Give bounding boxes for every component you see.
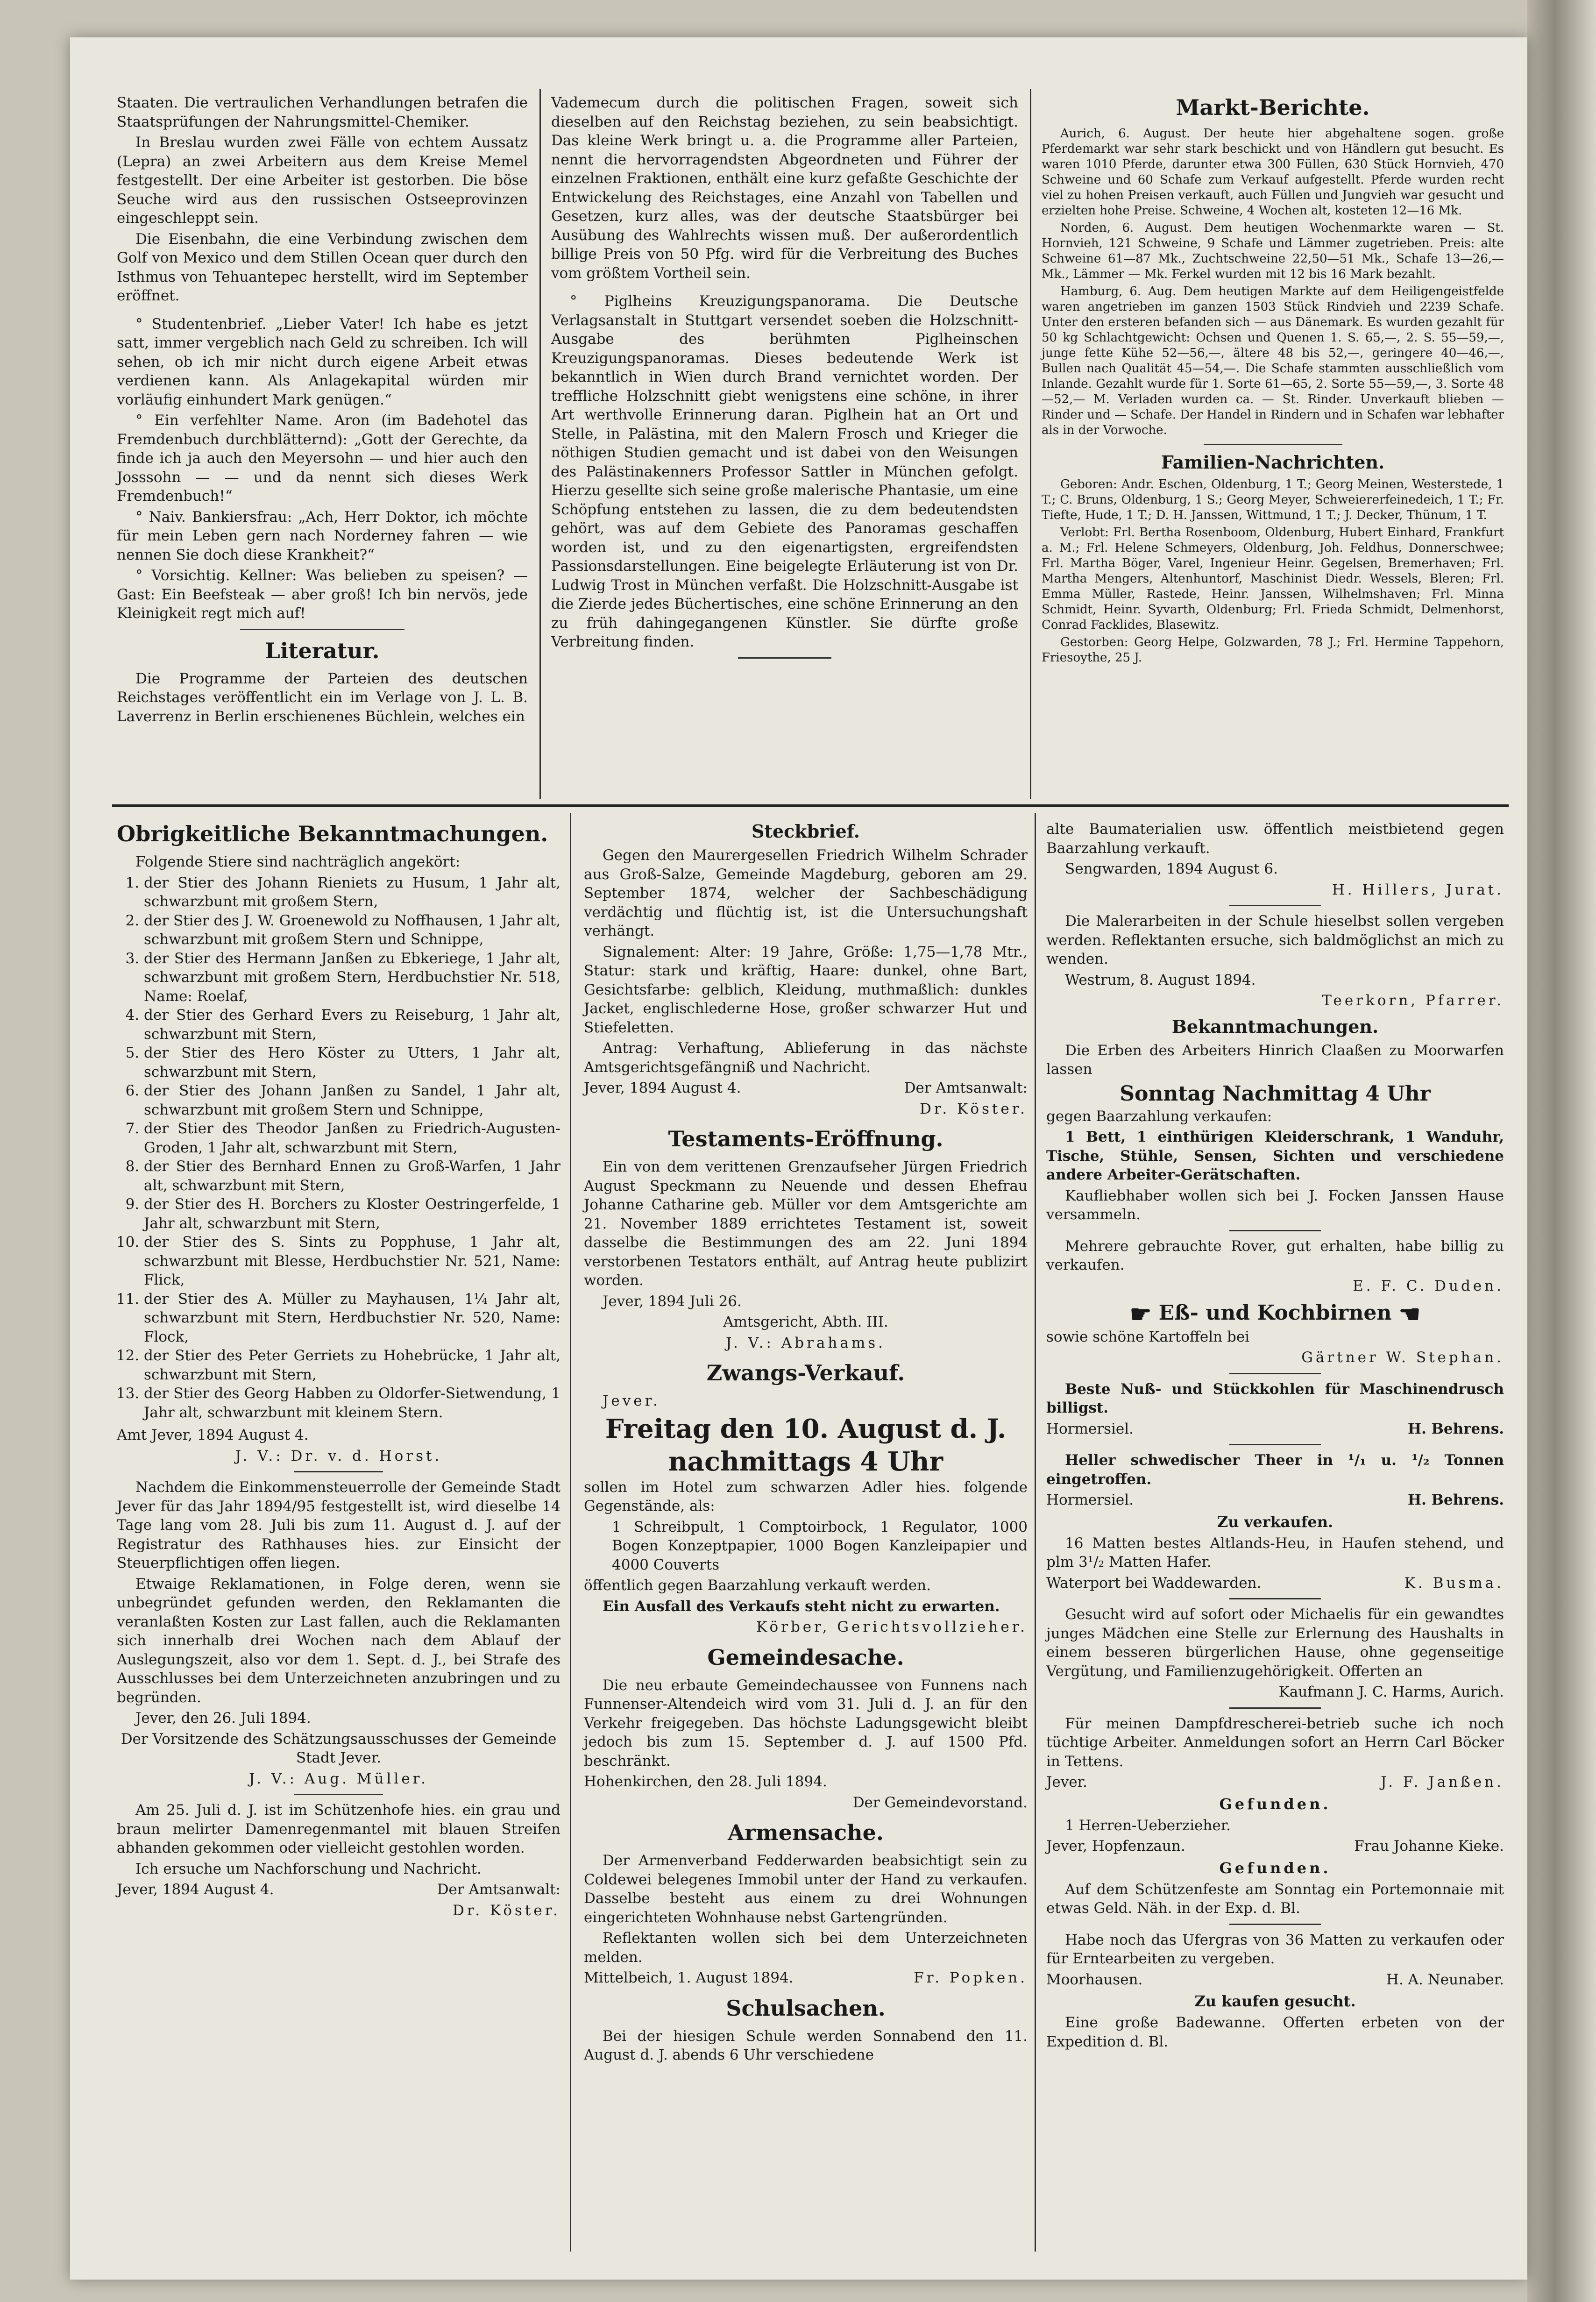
notice-text: Der Armenverband Fedderwarden beabsichtigt sein zu Coldewei belegenes Immobil unter der Hand zu verkaufen. Dasselbe besteht aus einem zu drei Wohnungen eingerichteten Wohnhause nebst Gartengründen.: [584, 1852, 1028, 1926]
place: Hormersiel.: [1046, 1420, 1134, 1437]
section-heading: Literatur.: [265, 638, 380, 663]
signature: J. F. Janßen.: [1381, 1774, 1504, 1790]
news-item: ° Naiv. Bankiersfrau: „Ach, Herr Doktor, ich möchte für mein Leben gern nach Norderney fahren — wie nennen Sie doch diese Krankheit?“: [117, 508, 528, 563]
notice-text: Die neu erbaute Gemeindechaussee von Funnens nach Funnenser-Altendeich wird vom 31. Juli d. J. an für den Verkehr freigegeben. Das höchste Ladungsgewicht bleibt jedoch bis zum 15. September d. J. auf 1500 Pfd. beschränkt.: [584, 1677, 1028, 1769]
section-heading: Gemeindesache.: [707, 1644, 904, 1670]
place: Waterport bei Waddewarden.: [1046, 1574, 1262, 1592]
news-item: ° Ein verfehlter Name. Aron (im Badehotel das Fremdenbuch durchblätternd): „Gott der Gerechte, da finde ich ja auch den Meyersohn — und hier auch den Josssohn — — und da nennt sich dieses Werk Fremdenbuch!“: [117, 412, 528, 504]
notice-text: Reflektanten wollen sich bei dem Unterzeichneten melden.: [584, 1930, 1028, 1966]
date-line: Hohenkirchen, den 28. Juli 1894.: [584, 1773, 827, 1790]
list-item: 12. der Stier des Peter Gerriets zu Hohebrücke, 1 Jahr alt, schwarzbunt mit Stern,: [144, 1346, 560, 1384]
column-rule: [570, 813, 571, 2252]
date-line: [584, 1079, 1028, 1098]
notice-text: Heller schwedischer Theer in ¹/₁ u. ¹/₂ Tonnen eingetroffen.: [1046, 1452, 1504, 1488]
notice-text: Bei der hiesigen Schule werden Sonnabend den 11. August d. J. abends 6 Uhr verschiedene: [584, 2027, 1028, 2063]
separator: [738, 657, 831, 659]
news-item: Staaten. Die vertraulichen Verhandlungen betrafen die Staatsprüfungen der Nahrungsmittel-Chemiker.: [117, 94, 528, 130]
place: Moorhausen.: [1046, 1971, 1143, 1988]
separator: [1229, 1373, 1321, 1374]
section-heading: Zu verkaufen.: [1217, 1513, 1334, 1531]
signature: Amtsgericht, Abth. III.: [723, 1314, 888, 1330]
signature: Der Amtsanwalt:: [437, 1881, 560, 1898]
date: Jever, 1894 August 4.: [584, 1080, 741, 1096]
market-report: Aurich, 6. August. Der heute hier abgehaltene sogen. große Pferdemarkt war sehr stark beschickt und von Händlern gut besucht. Es waren 1010 Pferde, darunter etwa 300 Füllen, 630 Stück Hornvieh, 470 Schweine und 60 Schafe zum Verkauf aufgestellt. Pferde wurden recht viel zu hohen Preisen verkauft, auch Füllen und Jungvieh war gesucht und erzielten hohe Preise. Schweine, 4 Wochen alt, kosteten 12—16 Mk.: [1042, 127, 1504, 218]
signature: Dr. Köster.: [920, 1100, 1028, 1117]
section-heading: Zwangs-Verkauf.: [706, 1360, 905, 1385]
literature-text: Die Programme der Parteien des deutschen Reichstages veröffentlicht ein im Verlage von J. L. B. Laverrenz in Berlin erschienenes Büchlein, welches ein: [117, 670, 528, 725]
notice-text: Gesucht wird auf sofort oder Michaelis für ein gewandtes junges Mädchen eine Stelle zur Erlernung des Haushalts in einem besseren bürgerlichen Hause, ohne gegenseitige Vergütung, und Familienzugehörigkeit. Offerten an: [1046, 1606, 1504, 1680]
notice-text: Kaufliebhaber wollen sich bei J. Focken Janssen Hause versammeln.: [1046, 1187, 1504, 1223]
news-item: In Breslau wurden zwei Fälle von echtem Aussatz (Lepra) an zwei Arbeitern aus dem Kreise Memel festgestellt. Der eine Arbeiter ist gestorben. Die böse Seuche wird aus den russischen Ostseeprovinzen eingeschleppt sein.: [117, 134, 528, 227]
section-heading: Gefunden.: [1219, 1795, 1331, 1813]
notice-text: sollen im Hotel zum schwarzen Adler hies. folgende Gegenstände, als:: [584, 1478, 1028, 1514]
list-item: 7. der Stier des Theodor Janßen zu Friedrich-Augusten-Groden, 1 Jahr alt, schwarzbunt mit Stern,: [144, 1119, 560, 1157]
news-item: ° Vorsichtig. Kellner: Was belieben zu speisen? — Gast: Ein Beefsteak — aber groß! Ich bin nervös, jede Kleinigkeit regt mich auf!: [117, 567, 528, 622]
date: Mittelbeich, 1. August 1894.: [584, 1969, 794, 1986]
separator: [294, 1794, 383, 1795]
section-heading: Armensache.: [728, 1820, 884, 1845]
list-item: 9. der Stier des H. Borchers zu Kloster Oestringerfelde, 1 Jahr alt, schwarzbunt mit Stern,: [144, 1195, 560, 1233]
notice-text: Ein von dem verittenen Grenzaufseher Jürgen Friedrich August Speckmann zu Neuende und dessen Ehefrau Johanne Catharine geb. Müller vor dem Amtsgerichte am 21. November 1889 errichtetes Testament ist, soweit dasselbe die Bestimmungen des am 22. Juni 1894 verstorbenen Testators enthält, auf Antrag heute publizirt worden.: [584, 1158, 1028, 1289]
notice-text: alte Baumaterialien usw. öffentlich meistbietend gegen Baarzahlung verkauft.: [1046, 821, 1504, 857]
place: Jever.: [603, 1393, 660, 1409]
date-line: [1046, 1420, 1504, 1439]
separator: [1229, 1707, 1321, 1709]
date-line: [1046, 1773, 1504, 1792]
list-item: 13. der Stier des Georg Habben zu Oldorfer-Sietwendung, 1 Jahr alt, schwarzbunt mit kleinem Stern.: [144, 1384, 560, 1422]
top-column-2: [551, 93, 1018, 664]
list-item: 6. der Stier des Johann Janßen zu Sandel, 1 Jahr alt, schwarzbunt mit großem Stern und Schnippe,: [144, 1081, 560, 1119]
signature: H. Behrens.: [1407, 1492, 1504, 1508]
notice-text: 16 Matten bestes Altlands-Heu, in Haufen stehend, und plm 3¹/₂ Matten Hafer.: [1046, 1535, 1504, 1570]
list-item: 2. der Stier des J. W. Groenewold zu Noffhausen, 1 Jahr alt, schwarzbunt mit großem Stern und Schnippe,: [144, 911, 560, 949]
notice-text: Beste Nuß- und Stückkohlen für Maschinendrusch billigst.: [1046, 1380, 1504, 1416]
separator: [294, 1471, 383, 1472]
column-rule: [539, 89, 541, 799]
notice-text: Signalement: Alter: 19 Jahre, Größe: 1,75—1,78 Mtr., Statur: stark und kräftig, Haare: dunkel, ohne Bart, Gesichtsfarbe: gelblich, Kleidung, muthmaßlich: dunkles Jacket, englischlederne Hose, großer schwarzer Hut und Stiefeletten.: [584, 943, 1028, 1036]
date-line: [584, 1968, 1028, 1988]
signature: Frau Johanne Kieke.: [1354, 1838, 1504, 1854]
bottom-column-3: [1046, 820, 1504, 2053]
notice-text: 1 Herren-Ueberzieher.: [1065, 1817, 1231, 1834]
notice-text: Gegen den Maurergesellen Friedrich Wilhelm Schrader aus Groß-Salze, Gemeinde Magdeburg, geboren am 29. September 1874, welcher der Sachbeschädigung verdächtig und flüchtig ist, ist die Untersuchungshaft verhängt.: [584, 847, 1028, 939]
place: Jever.: [1046, 1774, 1087, 1790]
signature: Der Gemeindevorstand.: [852, 1794, 1028, 1811]
list-item: 1. der Stier des Johann Rieniets zu Husum, 1 Jahr alt, schwarzbunt mit großem Stern,: [144, 874, 560, 911]
notice-text: Nachdem die Einkommensteuerrolle der Gemeinde Stadt Jever für das Jahr 1894/95 festgestellt ist, wird dieselbe 14 Tage lang vom 28. Juli bis zum 11. August d. J. auf der Registratur des Rathhauses hies. zur Einsicht der Steuerpflichtigen offen liegen.: [117, 1479, 560, 1571]
separator: [1229, 905, 1321, 906]
list-item: 11. der Stier des A. Müller zu Mayhausen, 1¼ Jahr alt, schwarzbunt mit Stern, Herdbuchstier Nr. 520, Name: Flock,: [144, 1290, 560, 1347]
date-line: [1046, 1491, 1504, 1510]
market-report: Norden, 6. August. Dem heutigen Wochenmarkte waren — St. Hornvieh, 121 Schweine, 9 Schafe und Lämmer zugetrieben. Preis: alte Schweine 61—87 Mk., Zuchtschweine 22,50—51 Mk., Schafe 13—26,— Mk., Lämmer — Mk. Ferkel wurden mit 12 bis 16 Mark bezahlt.: [1042, 221, 1504, 281]
date-line: Jever, den 26. Juli 1894.: [135, 1710, 311, 1726]
separator: [1204, 444, 1342, 445]
date-line: Jever, 1894 Juli 26.: [603, 1293, 742, 1310]
section-heading: Testaments-Eröffnung.: [668, 1126, 943, 1151]
date-line: Westrum, 8. August 1894.: [1065, 971, 1256, 988]
auction-time: Sonntag Nachmittag 4 Uhr: [1120, 1081, 1431, 1106]
signature: Körber, Gerichtsvollzieher.: [756, 1619, 1028, 1635]
section-heading: Bekanntmachungen.: [1171, 1016, 1379, 1037]
list-item: 5. der Stier des Hero Köster zu Utters, 1 Jahr alt, schwarzbunt mit Stern,: [144, 1044, 560, 1081]
notice-text: Etwaige Reklamationen, in Folge deren, wenn sie unbegründet gefunden werden, den Reklamanten die veranlaßten Kosten zur Last fallen, auch die Reklamanten sich innerhalb drei Wochen nach dem Ablauf der Auslegungszeit, also vor dem 1. Sept. d. J., bei Strafe des Ausschlusses bei dem Unterzeichneten anzubringen und zu begründen.: [117, 1575, 560, 1706]
bottom-column-2: [584, 820, 1028, 2067]
signature: H. Hillers, Jurat.: [1332, 881, 1504, 898]
book-binding: [1527, 0, 1596, 2302]
notice-text: Eine große Badewanne. Offerten erbeten von der Expedition d. Bl.: [1046, 2014, 1504, 2050]
notice-text: gegen Baarzahlung verkaufen:: [1046, 1108, 1272, 1125]
place: Jever, Hopfenzaun.: [1046, 1838, 1185, 1854]
separator: [1229, 1230, 1321, 1231]
date-line: Amt Jever, 1894 August 4.: [117, 1427, 309, 1443]
news-item: ° Piglheins Kreuzigungspanorama. Die Deutsche Verlagsanstalt in Stuttgart versendet soeben die Holzschnitt-Ausgabe des berühmten Piglheinschen Kreuzigungspanoramas. Dieses bedeutende Werk ist bekanntlich in Wien durch Brand vernichtet worden. Der treffliche Holzschnitt giebt wenigstens eine schöne, in ihrer Art werthvolle Erinnerung daran. Piglhein hat an Ort und Stelle, in Palästina, mit den Malern Frosch und Krieger die nöthigen Studien gemacht und ist dabei von den Weisungen des Palästinakenners Professor Sattler in München gefolgt. Hierzu gesellte sich seine große malerische Phantasie, um eine Schöpfung entstehen zu lassen, die zu dem bedeutendsten gehört, was auf dem Gebiete des Panoramas geschaffen worden ist, und zu den eigenartigsten, ergreifendsten Passionsdarstellungen. Eine beigelegte Erläuterung ist von Dr. Ludwig Trost in München verfaßt. Die Holzschnitt-Ausgabe ist die Zierde jedes Büchertisches, eine schöne Erinnerung an den zu früh dahingegangenen Künstler. Sie dürfte große Verbreitung finden.: [551, 293, 1018, 650]
separator: [240, 629, 404, 630]
signature: H. Behrens.: [1407, 1420, 1504, 1437]
section-heading: Familien-Nachrichten.: [1161, 452, 1385, 473]
news-item: ° Studentenbrief. „Lieber Vater! Ich habe es jetzt satt, immer vergeblich nach Geld zu schreiben. Ich will sehen, ob ich mir nicht durch eigene Arbeit etwas verdienen kann. Als Anlagekapital würden mir vorläufig einhundert Mark genügen.“: [117, 315, 528, 408]
section-heading: Zu kaufen gesucht.: [1194, 1992, 1356, 2010]
column-rule: [1030, 89, 1031, 799]
item-list: 1 Bett, 1 einthürigen Kleiderschrank, 1 Wanduhr, Tische, Stühle, Sensen, Sichten und verschiedene andere Arbeiter-Gerätschaften.: [1046, 1129, 1504, 1183]
date-line: [1046, 1574, 1504, 1593]
newspaper-page: [70, 37, 1527, 2280]
signature: H. A. Neunaber.: [1386, 1971, 1504, 1988]
market-report: Hamburg, 6. Aug. Dem heutigen Markte auf dem Heiligengeistfelde waren angetrieben im ganzen 1503 Stück Rindvieh und 2239 Schafe. Unter den ersteren befanden sich — aus Dänemark. Es wurden gezahlt für 50 kg Schlachtgewicht: Ochsen und Quenen 1. S. 65,—, 2. S. 55—59,—, junge fette Kühe 52—56,—, ältere 48 bis 52,—, geringere 40—46,—, Bullen nach Qualität 45—54,—. Die Schafe stammten ausschließlich vom Inlande. Gezahlt wurde für 1. Sorte 61—65, 2. Sorte 55—59,—, 3. Sorte 48—52,— M. Verladen wurden ca. — St. Rinder. Unverkauft blieben — Rinder und — Schafe. Der Handel in Rindern und in Schafen war lebhafter als in der Vorwoche.: [1042, 284, 1504, 437]
notice-text: sowie schöne Kartoffeln bei: [1046, 1328, 1250, 1345]
notice-text: Die Malerarbeiten in der Schule hieselbst sollen vergeben werden. Reflektanten ersuche, sich baldmöglichst an mich zu wenden.: [1046, 913, 1504, 967]
column-rule: [1035, 813, 1036, 2252]
family-notice: Verlobt: Frl. Bertha Rosenboom, Oldenburg, Hubert Einhard, Frankfurt a. M.; Frl. Helene Schmeyers, Oldenburg, Joh. Feldhus, Donnerschwee; Frl. Martha Böger, Varel, Ingenieur Heinr. Gegelsen, Bremerhaven; Frl. Martha Mengers, Altenhuntorf, Maschinist Diedr. Wessels, Bleren; Frl. Emma Müller, Rastede, Heinr. Janssen, Wilhelmshaven; Frl. Minna Schmidt, Heinr. Syvarth, Oldenburg; Frl. Frieda Schmidt, Delmenhorst, Conrad Facklides, Blasewitz.: [1042, 526, 1504, 632]
place: Hormersiel.: [1046, 1492, 1134, 1508]
date-line: [1046, 1970, 1504, 1989]
separator: [1229, 1598, 1321, 1599]
signature: J. V.: Aug. Müller.: [249, 1770, 428, 1787]
pointing-hand-left-icon: ☚: [1398, 1300, 1421, 1329]
news-item: Vademecum durch die politischen Fragen, soweit sich dieselben auf den Reichstag beziehen, zu sein beabsichtigt. Das kleine Werk bringt u. a. die Programme aller Parteien, nennt die hervorragendsten Abgeordneten und Führer der einzelnen Fraktionen, enthält eine kurz gefaßte Geschichte der Entwickelung des Reichstages, eine Anzahl von Tabellen und Gesetzen, kurz alles, was der deutsche Staatsbürger bei Ausübung des Wahlrechts wissen muß. Der außerordentlich billige Preis von 50 Pfg. wird für die Verbreitung des Buches vom größtem Vortheil sein.: [551, 94, 1018, 282]
section-heading: Steckbrief.: [751, 821, 860, 842]
separator: [1229, 1924, 1321, 1925]
family-notice: Geboren: Andr. Eschen, Oldenburg, 1 T.; Georg Meinen, Westerstede, 1 T.; C. Bruns, Oldenburg, 1 S.; Georg Meyer, Schweiererfeinedeich, 1 T.; Fr. Tiefte, Hude, 1 T.; D. H. Janssen, Wittmund, 1 T.; J. Decker, Thünum, 1 T.: [1042, 477, 1504, 522]
top-column-3: [1042, 93, 1504, 668]
signature: E. F. C. Duden.: [1353, 1277, 1504, 1294]
auction-time: nachmittags 4 Uhr: [668, 1446, 943, 1477]
list-item: 8. der Stier des Bernhard Ennen zu Groß-Warfen, 1 Jahr alt, schwarzbunt mit Stern,: [144, 1157, 560, 1195]
notice-text: Mehrere gebrauchte Rover, gut erhalten, habe billig zu verkaufen.: [1046, 1237, 1504, 1273]
notice-bold: Ein Ausfall des Verkaufs steht nicht zu erwarten.: [603, 1598, 1000, 1615]
signature: Kaufmann J. C. Harms, Aurich.: [1278, 1684, 1504, 1700]
notice-text: Ich ersuche um Nachforschung und Nachricht.: [135, 1860, 482, 1877]
list-item: 4. der Stier des Gerhard Evers zu Reiseburg, 1 Jahr alt, schwarzbunt mit Stern,: [144, 1006, 560, 1044]
date-line: Sengwarden, 1894 August 6.: [1065, 860, 1278, 877]
top-column-1: [117, 93, 528, 728]
section-heading: Schulsachen.: [726, 1995, 886, 2021]
list-item: 3. der Stier des Hermann Janßen zu Ebkeriege, 1 Jahr alt, schwarzbunt mit großem Stern, Herdbuchstier Nr. 518, Name: Roelaf,: [144, 949, 560, 1006]
ad-heading: [1046, 1300, 1504, 1328]
item-list: 1 Schreibpult, 1 Comptoirbock, 1 Regulator, 1000 Bogen Konzeptpapier, 1000 Bogen Kanzleipapier und 4000 Couverts: [612, 1518, 1028, 1573]
signature: J. V.: Abrahams.: [726, 1334, 886, 1351]
list-item: 10. der Stier des S. Sints zu Popphuse, 1 Jahr alt, schwarzbunt mit Blesse, Herdbuchstier Nr. 521, Name: Flick,: [144, 1233, 560, 1290]
section-heading: Gefunden.: [1219, 1859, 1331, 1877]
notice-text: Am 25. Juli d. J. ist im Schützenhofe hies. ein grau und braun melirter Damenregenmantel mit blauen Streifen abhanden gekommen oder vielleicht gestohlen worden.: [117, 1802, 560, 1856]
signature: Dr. Köster.: [453, 1902, 560, 1919]
section-rule: [112, 804, 1509, 807]
section-heading: Obrigkeitliche Bekanntmachungen.: [117, 821, 548, 846]
date-line: [117, 1880, 560, 1899]
date: Jever, 1894 August 4.: [117, 1881, 274, 1898]
signature: Fr. Popken.: [914, 1969, 1028, 1986]
notice-text: Auf dem Schützenfeste am Sonntag ein Portemonnaie mit etwas Geld. Näh. in der Exp. d. Bl.: [1046, 1881, 1504, 1917]
family-notice: Gestorben: Georg Helpe, Golzwarden, 78 J.; Frl. Hermine Tappehorn, Friesoythe, 25 J.: [1042, 635, 1504, 665]
signature: K. Busma.: [1404, 1574, 1504, 1592]
pointing-hand-right-icon: ☛: [1129, 1300, 1152, 1329]
notice-text: öffentlich gegen Baarzahlung verkauft werden.: [584, 1577, 931, 1594]
notice-text: Für meinen Dampfdrescherei-betrieb suche ich noch tüchtige Arbeiter. Anmeldungen sofort an Herrn Carl Böcker in Tettens.: [1046, 1715, 1504, 1770]
signature: Der Amtsanwalt:: [904, 1080, 1028, 1096]
notice-text: Habe noch das Ufergras von 36 Matten zu verkaufen oder für Erntearbeiten zu vergeben.: [1046, 1931, 1504, 1967]
bottom-column-1: [117, 820, 560, 1922]
signature: Gärtner W. Stephan.: [1301, 1349, 1504, 1366]
section-heading: Markt-Berichte.: [1176, 95, 1370, 120]
bull-list: [117, 874, 560, 1422]
signature: J. V.: Dr. v. d. Horst.: [235, 1447, 442, 1464]
separator: [1229, 1444, 1321, 1445]
intro-text: Folgende Stiere sind nachträglich angekört:: [135, 853, 461, 870]
notice-text: Antrag: Verhaftung, Ablieferung in das nächste Amtsgerichtsgefängniß und Nachricht.: [584, 1040, 1028, 1076]
auction-date: Freitag den 10. August d. J.: [605, 1413, 1007, 1444]
signature: Der Vorsitzende des Schätzungsausschusses der Gemeinde Stadt Jever.: [121, 1730, 557, 1766]
notice-text: Die Erben des Arbeiters Hinrich Claaßen zu Moorwarfen lassen: [1046, 1042, 1504, 1078]
news-item: Die Eisenbahn, die eine Verbindung zwischen dem Golf von Mexico und dem Stillen Ocean quer durch den Isthmus von Tehuantepec herstellt, wird im September eröffnet.: [117, 230, 528, 304]
ad-title: Eß- und Kochbirnen: [1158, 1301, 1392, 1325]
signature: Teerkorn, Pfarrer.: [1322, 992, 1504, 1009]
date-line: [1046, 1837, 1504, 1856]
